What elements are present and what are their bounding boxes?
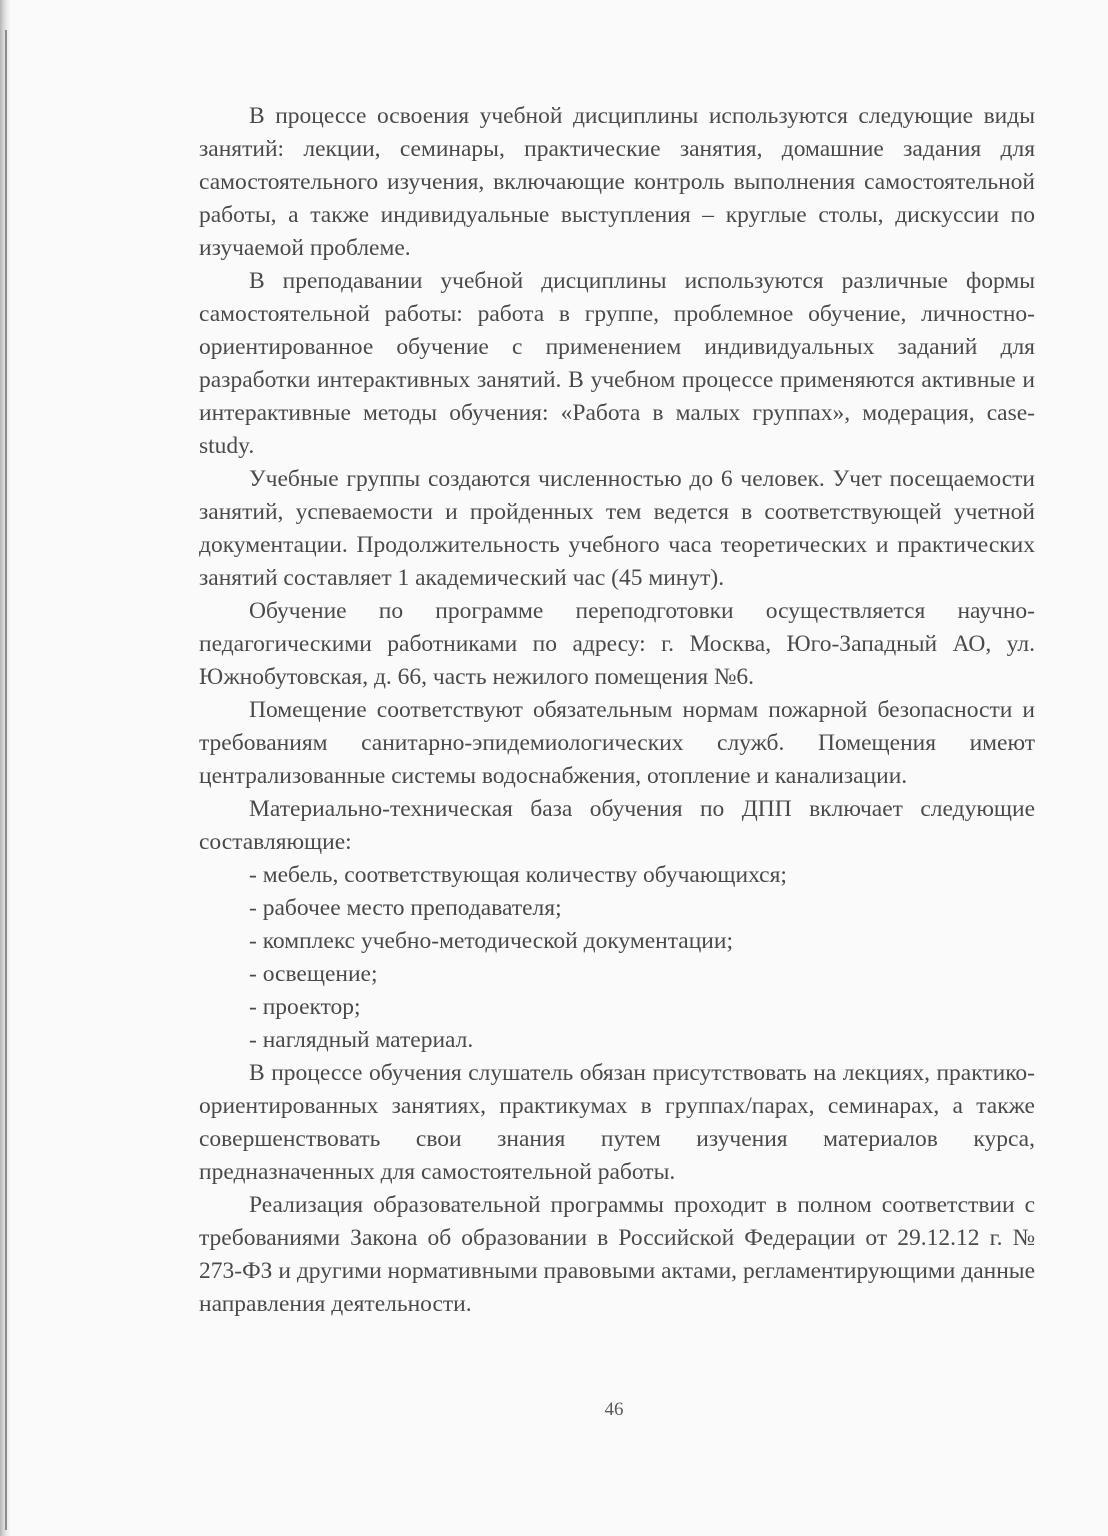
page-number: 46 xyxy=(604,1399,624,1420)
page-body xyxy=(199,100,1035,1321)
paragraph-material-base-intro: Материально-техническая база обучения по ДПП включает следующие составляющие: xyxy=(199,796,1035,855)
paragraph-student-obligations: В процессе обучения слушатель обязан присутствовать на лекциях, практико-ориентированных занятиях, практикумах в группах/парах, семинарах, а также совершенствовать свои знания путем изучения материалов курса, предназначенных для самостоятельной работы. xyxy=(199,1060,1035,1185)
list-item: - освещение; xyxy=(249,961,378,987)
paragraph-study-groups: Учебные группы создаются численностью до 6 человек. Учет посещаемости занятий, успеваемости и пройденных тем ведется в соответствующей учетной документации. Продолжительность учебного часа теоретических и практических занятий составляет 1 академический час (45 минут). xyxy=(199,466,1035,591)
material-base-list xyxy=(199,859,1035,1057)
scan-edge-line xyxy=(5,30,7,1530)
list-item: - проектор; xyxy=(249,994,361,1020)
paragraph-training-address: Обучение по программе переподготовки осуществляется научно-педагогическими работниками по адресу: г. Москва, Юго-Западный АО, ул. Южнобутовская, д. 66, часть нежилого помещения №6. xyxy=(199,598,1035,690)
list-item: - мебель, соответствующая количеству обучающихся; xyxy=(249,862,787,888)
list-item: - рабочее место преподавателя; xyxy=(249,895,562,921)
list-item: - наглядный материал. xyxy=(249,1027,474,1053)
paragraph-independent-work-forms: В преподавании учебной дисциплины используются различные формы самостоятельной работы: работа в группе, проблемное обучение, личностно-ориентированное обучение с применением индивидуальных заданий для разработки интерактивных занятий. В учебном процессе применяются активные и интерактивные методы обучения: «Работа в малых группах», модерация, case-study. xyxy=(199,268,1035,459)
paragraph-legal-compliance: Реализация образовательной программы проходит в полном соответствии с требованиями Закона об образовании в Российской Федерации от 29.12.12 г. № 273-ФЗ и другими нормативными правовыми актами, регламентирующими данные направления деятельности. xyxy=(199,1192,1035,1317)
paragraph-lesson-types: В процессе освоения учебной дисциплины используются следующие виды занятий: лекции, семинары, практические занятия, домашние задания для самостоятельного изучения, включающие контроль выполнения самостоятельной работы, а также индивидуальные выступления – круглые столы, дискуссии по изучаемой проблеме. xyxy=(199,103,1035,261)
list-item: - комплекс учебно-методической документации; xyxy=(249,928,733,954)
paragraph-premises-safety: Помещение соответствуют обязательным нормам пожарной безопасности и требованиям санитарно-эпидемиологических служб. Помещения имеют централизованные системы водоснабжения, отопление и канализации. xyxy=(199,697,1035,789)
